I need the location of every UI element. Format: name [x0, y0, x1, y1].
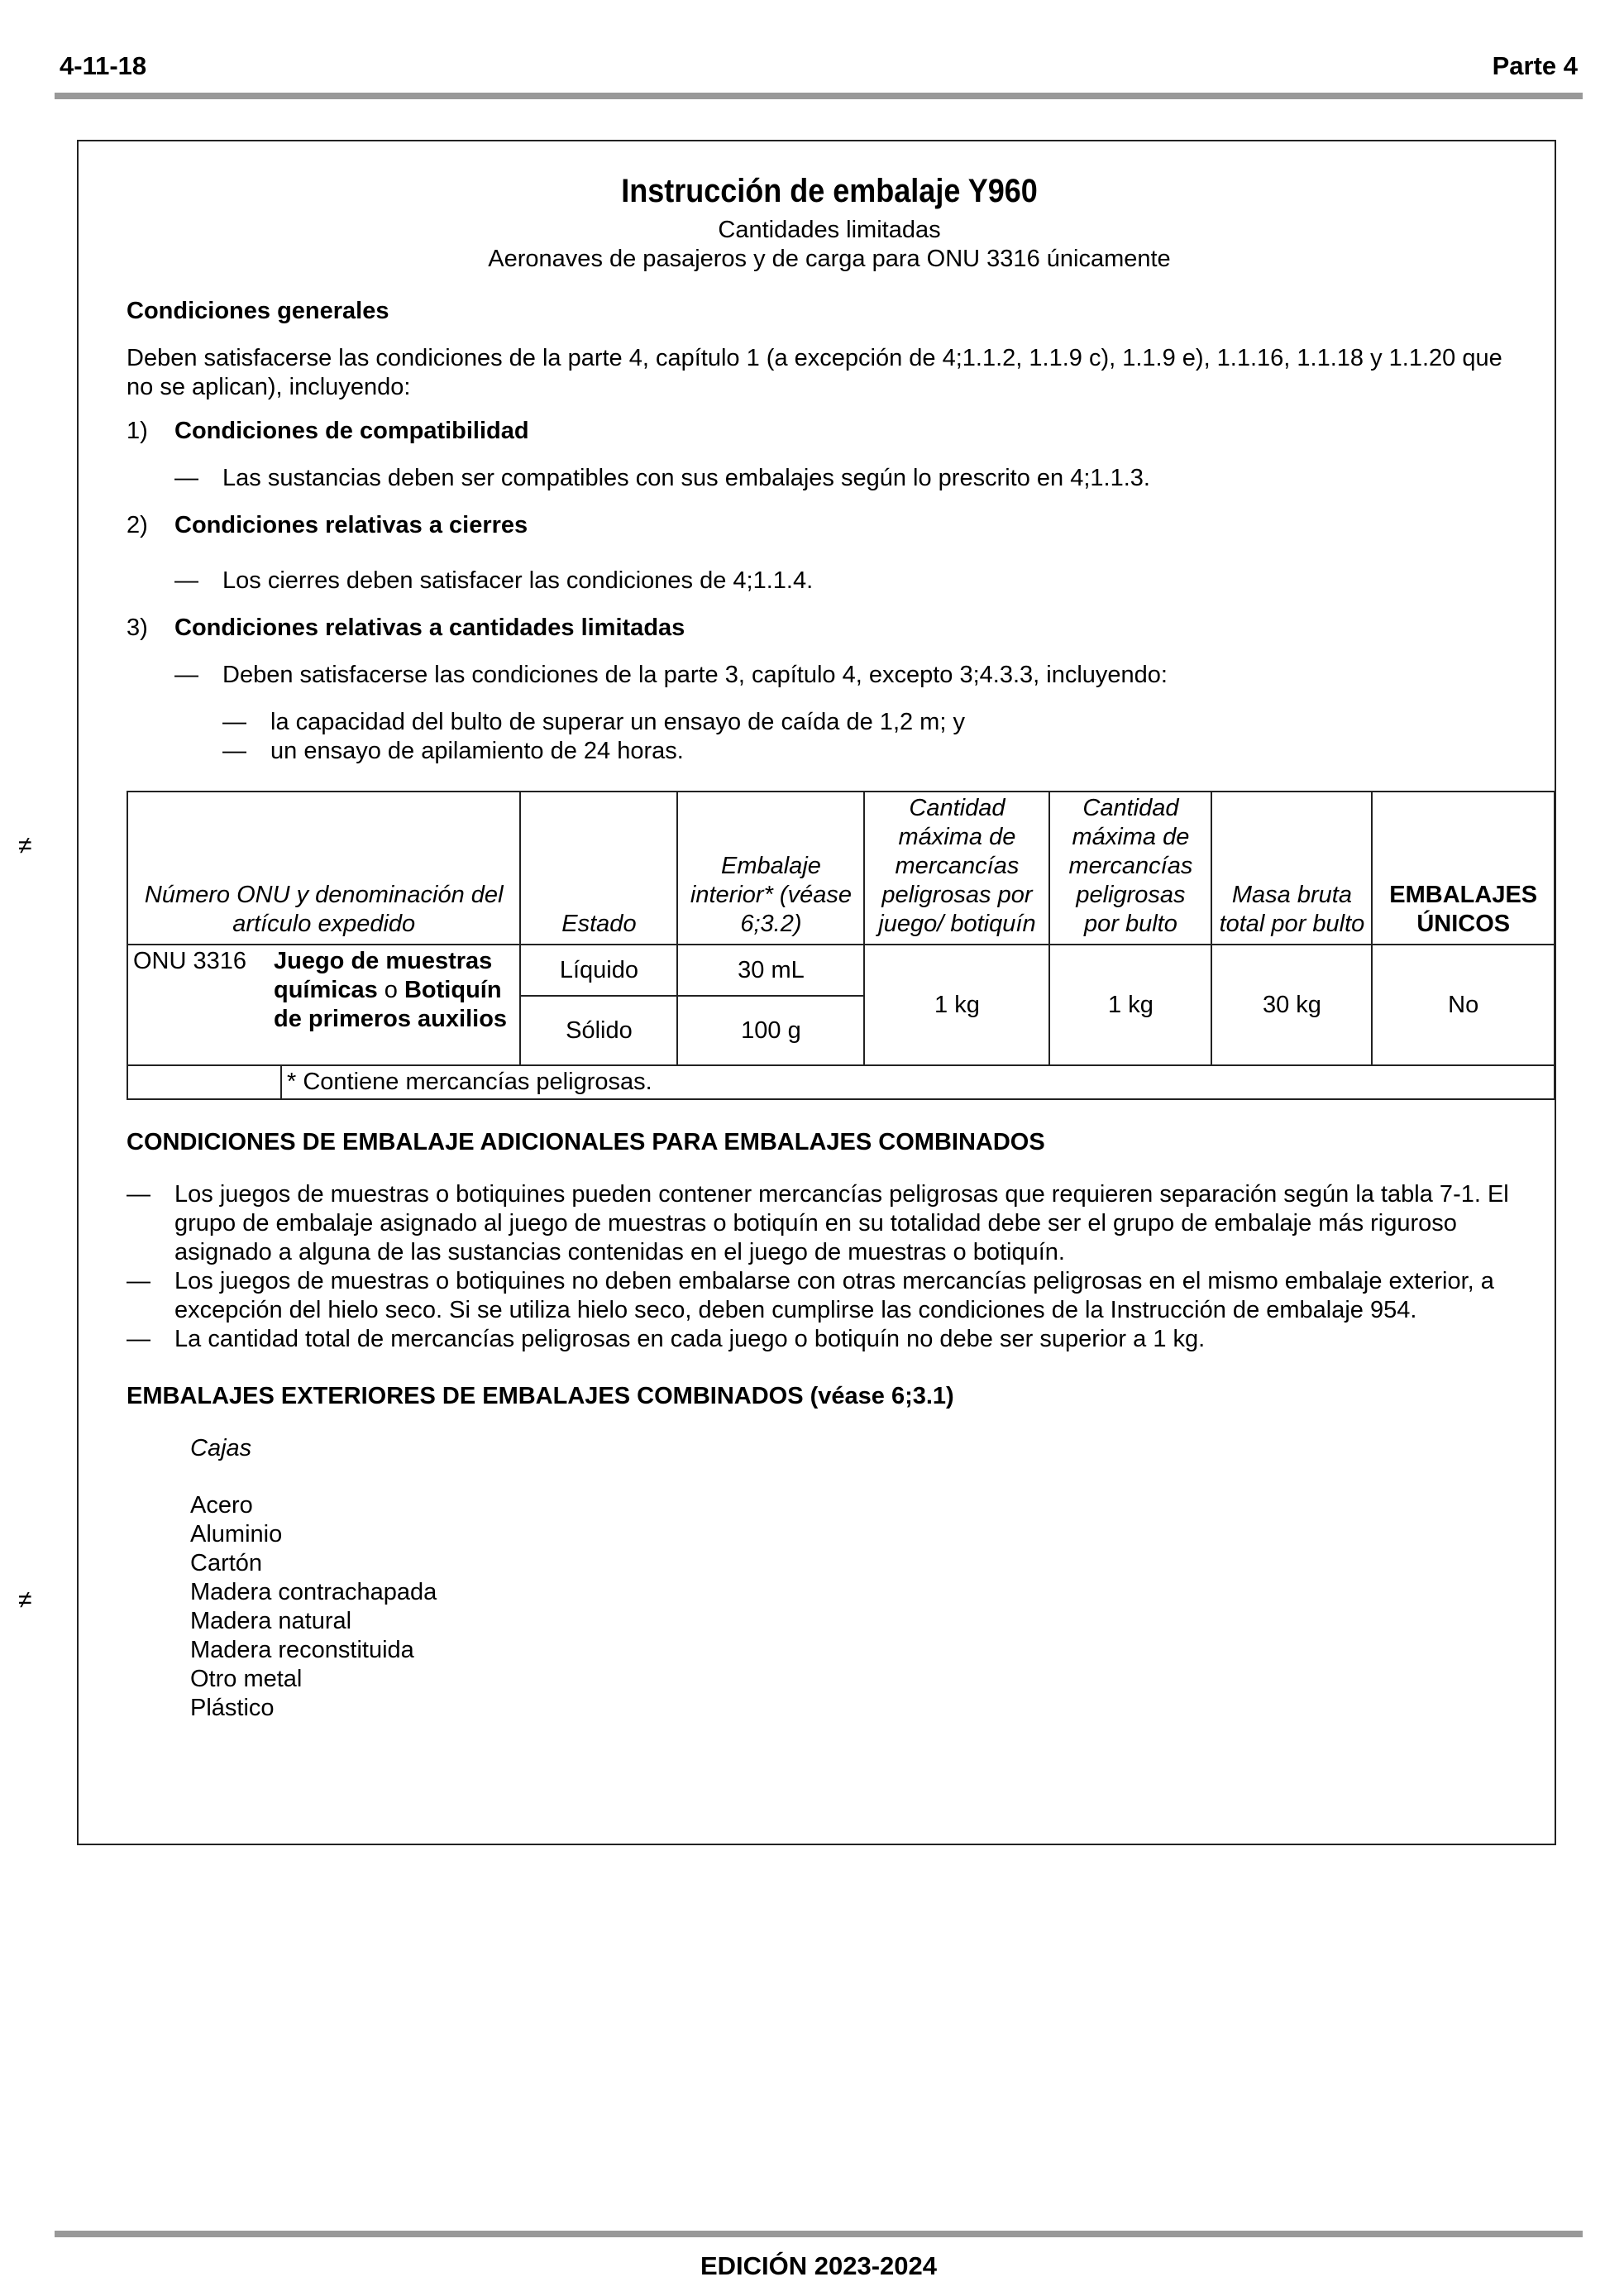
header-single: EMBALAJES ÚNICOS	[1372, 792, 1555, 945]
header-max-kit: Cantidad máxima de mercancías peligrosas por juego/ botiquín	[864, 792, 1049, 945]
instruction-title: Instrucción de embalaje Y960	[621, 173, 1038, 209]
instruction-box	[77, 140, 1556, 1845]
condition-3-subitem: — un ensayo de apilamiento de 24 horas.	[222, 738, 684, 764]
condition-1: 1) Condiciones de compatibilidad	[127, 418, 529, 444]
table-row	[127, 945, 1555, 996]
header-un-name: Número ONU y denominación del artículo expedido	[127, 792, 520, 945]
list-item: Cartón	[190, 1550, 263, 1576]
packing-table	[127, 791, 1555, 1100]
header-max-package: Cantidad máxima de mercancías peligrosas por bulto	[1049, 792, 1211, 945]
change-mark: ≠	[18, 1586, 32, 1614]
inner-cell: 30 mL	[677, 945, 864, 996]
condition-3-item: — Deben satisfacerse las condiciones de la parte 3, capítulo 4, excepto 3;4.3.3, incluyendo:	[174, 662, 1168, 688]
condition-1-item: — Las sustancias deben ser compatibles con sus embalajes según lo prescrito en 4;1.1.3.	[174, 465, 1150, 491]
state-cell: Líquido	[520, 945, 677, 996]
footer-rule	[55, 2231, 1583, 2237]
table-footnote: * Contiene mercancías peligrosas.	[281, 1065, 1555, 1099]
page-footer: EDICIÓN 2023-2024	[700, 2251, 938, 2280]
condition-2-item: — Los cierres deben satisfacer las condiciones de 4;1.1.4.	[174, 567, 814, 594]
list-item: Madera contrachapada	[190, 1579, 437, 1605]
table-header-row	[127, 792, 1555, 945]
footnote-row	[127, 1065, 1555, 1099]
page-part: Parte 4	[1492, 51, 1578, 80]
list-item: Madera reconstituida	[190, 1637, 414, 1663]
condition-3-subitem: — la capacidad del bulto de superar un ensayo de caída de 1,2 m; y	[222, 709, 965, 735]
page-date: 4-11-18	[60, 51, 147, 80]
header-inner: Embalaje interior* (véase 6;3.2)	[677, 792, 864, 945]
materials-list	[190, 1491, 1532, 1723]
header-rule	[55, 93, 1583, 99]
list-item: Otro metal	[190, 1666, 303, 1692]
max-package-cell: 1 kg	[1049, 945, 1211, 1065]
general-text: Deben satisfacerse las condiciones de la parte 4, capítulo 1 (a excepción de 4;1.1.2, 1.1.9 c), 1.1.9 e), 1.1.16, 1.1.18 y 1.1.20 que no se aplican), incluyendo:	[127, 345, 1502, 400]
page-header	[55, 48, 1583, 84]
list-item: Aluminio	[190, 1521, 283, 1547]
article-name: Botiquín de primeros auxilios	[274, 977, 508, 1032]
additional-list	[127, 1180, 1532, 1354]
header-state: Estado	[520, 792, 677, 945]
article-name: Juego de muestras químicas	[274, 948, 493, 1003]
subtitle: Aeronaves de pasajeros y de carga para ONU 3316 únicamente	[488, 246, 1171, 272]
un-name-cell: ONU 3316 Juego de muestras químicas o Botiquín de primeros auxilios	[127, 945, 520, 1065]
list-item: Madera natural	[190, 1608, 352, 1634]
gross-mass-cell: 30 kg	[1211, 945, 1372, 1065]
additional-heading: CONDICIONES DE EMBALAJE ADICIONALES PARA EMBALAJES COMBINADOS	[127, 1129, 1045, 1155]
outer-category: Cajas	[190, 1435, 252, 1461]
list-item: — Los juegos de muestras o botiquines pueden contener mercancías peligrosas que requieren separación según la tabla 7-1. El grupo de embalaje asignado al juego de muestras o botiquín en su totalidad debe ser el grupo de embalaje más riguroso asignado a alguna de las sustancias contenidas en el juego de muestras o botiquín.	[127, 1181, 1509, 1265]
max-kit-cell: 1 kg	[864, 945, 1049, 1065]
change-mark: ≠	[18, 832, 32, 859]
outer-heading: EMBALAJES EXTERIORES DE EMBALAJES COMBINADOS (véase 6;3.1)	[127, 1383, 954, 1409]
list-item: Plástico	[190, 1695, 275, 1721]
condition-3: 3) Condiciones relativas a cantidades limitadas	[127, 615, 685, 641]
general-heading: Condiciones generales	[127, 298, 389, 324]
state-cell: Sólido	[520, 996, 677, 1065]
condition-2: 2) Condiciones relativas a cierres	[127, 512, 528, 538]
un-number: ONU 3316	[133, 948, 247, 974]
header-gross-mass: Masa bruta total por bulto	[1211, 792, 1372, 945]
list-item: — La cantidad total de mercancías peligrosas en cada juego o botiquín no debe ser superior a 1 kg.	[127, 1326, 1206, 1352]
list-item: — Los juegos de muestras o botiquines no deben embalarse con otras mercancías peligrosas en el mismo embalaje exterior, a excepción del hielo seco. Si se utiliza hielo seco, deben cumplirse las condiciones de la Instrucción de embalaje 954.	[127, 1268, 1494, 1323]
inner-cell: 100 g	[677, 996, 864, 1065]
single-cell: No	[1372, 945, 1555, 1065]
subtitle: Cantidades limitadas	[718, 217, 941, 243]
list-item: Acero	[190, 1492, 253, 1519]
